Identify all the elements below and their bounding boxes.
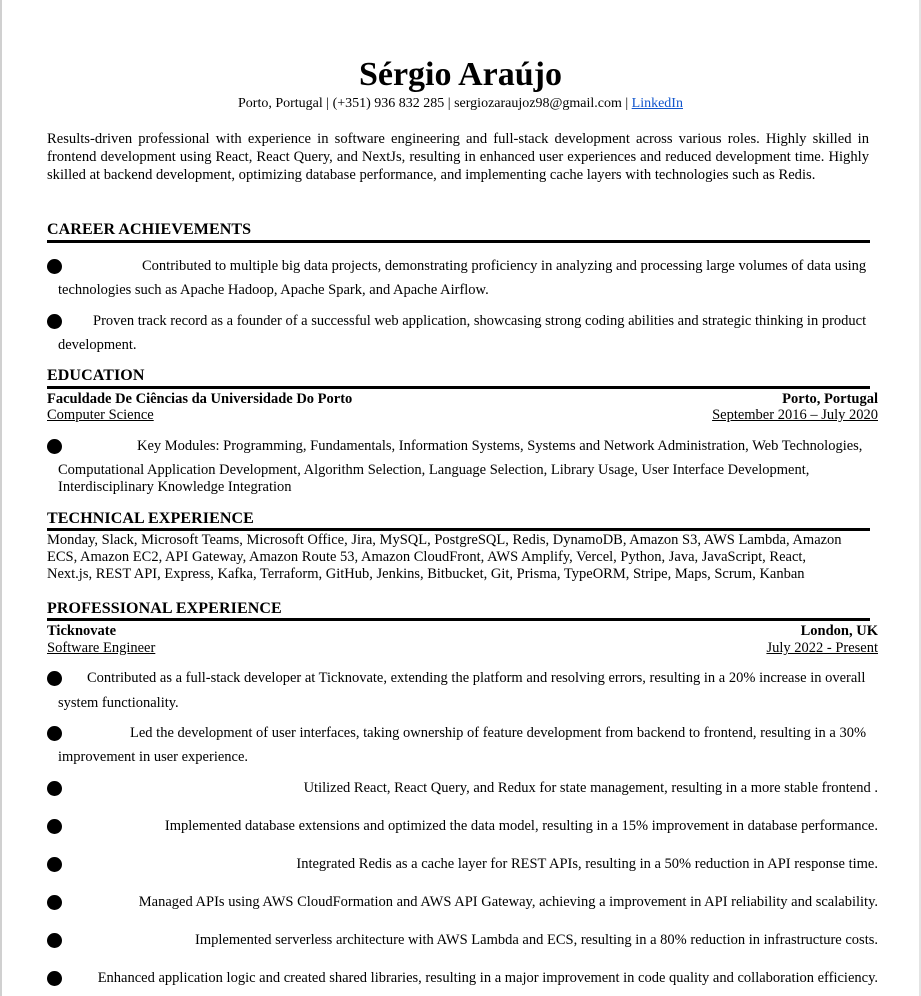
education-rule bbox=[47, 386, 870, 389]
technical-line-3: Next.js, REST API, Express, Kafka, Terraform, GitHub, Jenkins, Bitbucket, Git, Prisma, TypeORM, Stripe, Maps, Scrum, Kanban bbox=[47, 566, 805, 582]
bullet-icon bbox=[47, 895, 62, 910]
bullet-icon bbox=[47, 726, 62, 741]
bullet-icon bbox=[47, 314, 62, 329]
job-bullet-7: Implemented serverless architecture with AWS Lambda and ECS, resulting in a 80% reduction in infrastructure costs. bbox=[195, 932, 878, 948]
career-heading: CAREER ACHIEVEMENTS bbox=[47, 221, 252, 238]
career-item-1-line-1: Contributed to multiple big data projects, demonstrating proficiency in analyzing and processing large volumes of data using bbox=[142, 258, 867, 274]
contact-line bbox=[0, 95, 921, 113]
education-dates: September 2016 – July 2020 bbox=[712, 407, 878, 423]
bullet-icon bbox=[47, 259, 62, 274]
education-school: Faculdade De Ciências da Universidade Do Porto bbox=[47, 391, 353, 407]
bullet-icon bbox=[47, 819, 62, 834]
professional-heading: PROFESSIONAL EXPERIENCE bbox=[47, 600, 282, 617]
technical-rule bbox=[47, 528, 870, 531]
job-bullet-3: Utilized React, React Query, and Redux for state management, resulting in a more stable frontend . bbox=[303, 780, 878, 796]
job-bullet-6: Managed APIs using AWS CloudFormation and AWS API Gateway, achieving a improvement in API reliability and scalability. bbox=[138, 894, 878, 910]
job-location: London, UK bbox=[800, 623, 878, 639]
bullet-icon bbox=[47, 857, 62, 872]
education-heading: EDUCATION bbox=[47, 367, 145, 384]
job-bullet-1-line-1: Contributed as a full-stack developer at Ticknovate, extending the platform and resolving errors, resulting in a 20% increase in overall bbox=[87, 670, 866, 686]
bullet-icon bbox=[47, 439, 62, 454]
resume-name: Sérgio Araújo bbox=[358, 56, 563, 93]
technical-line-1: Monday, Slack, Microsoft Teams, Microsoft Office, Jira, MySQL, PostgreSQL, Redis, DynamoDB, Amazon S3, AWS Lambda, Amazon bbox=[47, 532, 842, 548]
linkedin-link[interactable]: LinkedIn bbox=[631, 96, 683, 111]
education-modules-line-1: Key Modules: Programming, Fundamentals, Information Systems, Systems and Network Administration, Web Technologies, bbox=[137, 438, 863, 454]
career-item-1-line-2: technologies such as Apache Hadoop, Apache Spark, and Apache Airflow. bbox=[58, 282, 489, 298]
job-bullet-2-line-1: Led the development of user interfaces, taking ownership of feature development from backend to frontend, resulting in a 30% bbox=[130, 725, 867, 741]
job-bullet-2-line-2: improvement in user experience. bbox=[58, 749, 249, 765]
technical-line-2: ECS, Amazon EC2, API Gateway, Amazon Route 53, Amazon CloudFront, AWS Amplify, Vercel, Python, Java, JavaScript, React, bbox=[47, 549, 807, 565]
bullet-icon bbox=[47, 781, 62, 796]
job-bullet-1-line-2: system functionality. bbox=[58, 695, 179, 711]
job-bullet-5: Integrated Redis as a cache layer for REST APIs, resulting in a 50% reduction in API response time. bbox=[296, 856, 878, 872]
education-modules-line-2: Computational Application Development, Algorithm Selection, Language Selection, Library Usage, User Interface Development, bbox=[58, 462, 810, 478]
education-degree: Computer Science bbox=[47, 407, 154, 423]
career-rule bbox=[47, 240, 870, 243]
job-bullet-4: Implemented database extensions and optimized the data model, resulting in a 15% improvement in database performance. bbox=[164, 818, 878, 834]
career-item-2-line-2: development. bbox=[58, 337, 137, 353]
bullet-icon bbox=[47, 971, 62, 986]
job-company: Ticknovate bbox=[47, 623, 117, 639]
bullet-icon bbox=[47, 671, 62, 686]
contact-text: Porto, Portugal | (+351) 936 832 285 | sergiozaraujoz98@gmail.com | bbox=[238, 96, 632, 111]
job-bullet-8: Enhanced application logic and created shared libraries, resulting in a major improvement in code quality and collaboration efficiency. bbox=[97, 970, 878, 986]
professional-rule bbox=[47, 618, 870, 621]
education-location: Porto, Portugal bbox=[782, 391, 878, 407]
career-item-2-line-1: Proven track record as a founder of a successful web application, showcasing strong coding abilities and strategic thinking in product bbox=[93, 313, 867, 329]
bullet-icon bbox=[47, 933, 62, 948]
page-left-edge bbox=[0, 0, 2, 996]
technical-heading: TECHNICAL EXPERIENCE bbox=[47, 510, 254, 527]
job-role: Software Engineer bbox=[47, 640, 156, 656]
job-dates: July 2022 - Present bbox=[766, 640, 878, 656]
education-modules-line-3: Interdisciplinary Knowledge Integration bbox=[58, 479, 292, 495]
summary-paragraph: Results-driven professional with experience in software engineering and full-stack development across various roles. Highly skilled in frontend development using React, React Query, and NextJs, resulting in enhanced user experiences and reduced development time. Highly skilled at backend development, optimizing database performance, and implementing cache layers with technologies such as Redis. bbox=[47, 131, 869, 183]
